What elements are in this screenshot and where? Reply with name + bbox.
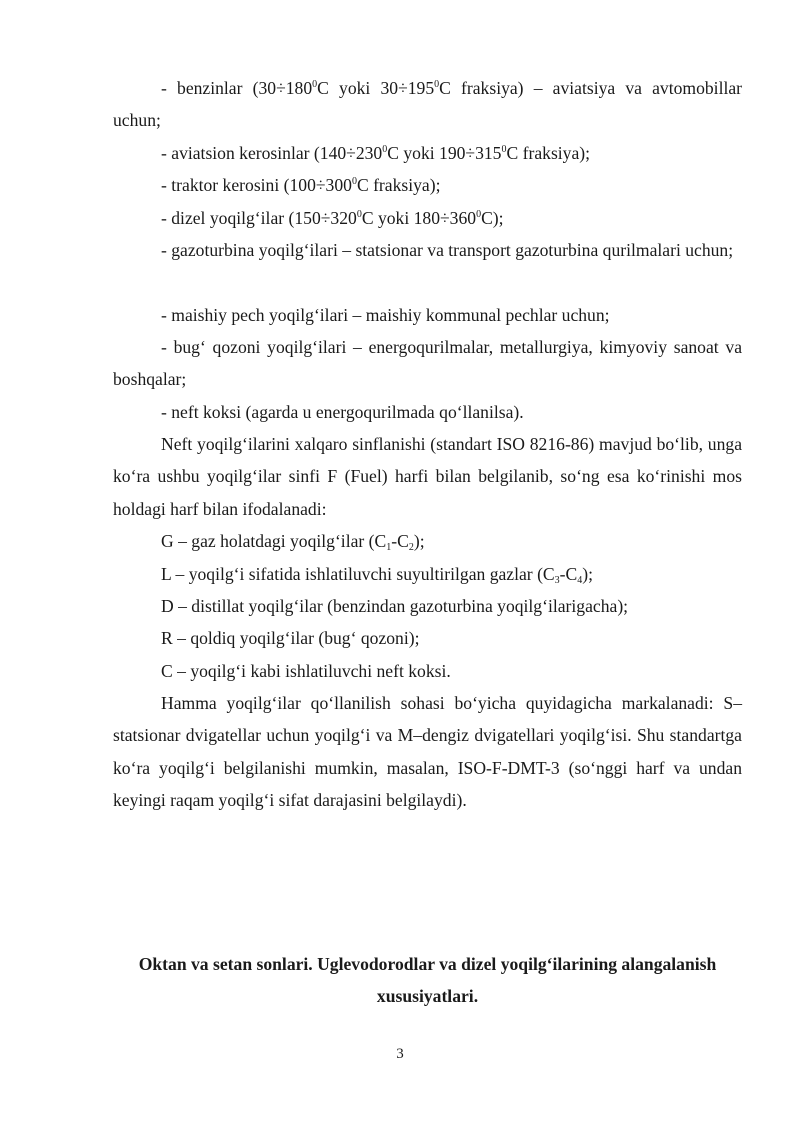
class-item-l: L – yoqilg‘i sifatida ishlatiluvchi suyultirilgan gazlar $(C_3-C_4)$; [161,564,594,586]
class-item-c: C – yoqilg‘i kabi ishlatiluvchi neft koksi. [161,661,451,681]
intro-paragraph: Neft yoqilg‘ilarini xalqaro sinflanishi (standart ISO 8216-86) mavjud bo‘lib, unga ko‘ra ushbu yoqilg‘ilar sinfi F (Fuel) harfi bilan belgilanib, so‘ng esa ko‘rinishi mos holdagi harf bilan ifodalanadi: [113,434,742,519]
class-item-r: R – qoldiq yoqilg‘ilar (bug‘ qozoni); [161,628,420,648]
page-number: 3 [396,1046,404,1062]
list-item-aviatsion-kerosinlar: - aviatsion kerosinlar ($140\div 230^0C$ yoki $190\div 315^0C$ fraksiya); [161,143,591,163]
class-item-g: G – gaz holatdagi yoqilg‘ilar $(C_1-C_2)$; [161,531,425,553]
list-item-maishiy-pech: - maishiy pech yoqilg‘ilari – maishiy kommunal pechlar uchun; [161,305,610,325]
list-item-dizel: - dizel yoqilg‘ilar ($150\div 320^0C$ yoki $180\div 360^0C$); [161,208,504,228]
marking-paragraph: Hamma yoqilg‘ilar qo‘llanilish sohasi bo‘yicha quyidagicha markalanadi: S–statsionar dvigatellar uchun yoqilg‘i va M–dengiz dvigatellari yoqilg‘isi. Shu standartga ko‘ra yoqilg‘i belgilanishi mumkin, masalan, ISO-F-DMT-3 (so‘nggi harf va undan keyingi raqam yoqilg‘i sifat darajasini belgilaydi). [113,693,742,811]
list-item-traktor-kerosini: - traktor kerosini ($100\div 300^0C$ fraksiya); [161,175,441,195]
section-heading: Oktan va setan sonlari. Uglevodorodlar va dizel yoqilg‘ilarining alangalanish xususiyatlari. [138,954,717,1006]
list-item-neft-koksi: - neft koksi (agarda u energoqurilmada qo‘llanilsa). [161,402,524,422]
list-item-gazoturbina: - gazoturbina yoqilg‘ilari – statsionar va transport gazoturbina qurilmalari uchun; [161,240,734,260]
list-item-bug-qozoni: - bug‘ qozoni yoqilg‘ilari – energoqurilmalar, metallurgiya, kimyoviy sanoat va boshqalar; [113,337,742,390]
class-item-d: D – distillat yoqilg‘ilar (benzindan gazoturbina yoqilg‘ilarigacha); [161,596,629,616]
list-item-benzinlar: - benzinlar ($30\div 180^0C$ yoki $30\div 195^0C$ fraksiya) – aviatsiya va avtomobillar uchun; [113,78,743,131]
